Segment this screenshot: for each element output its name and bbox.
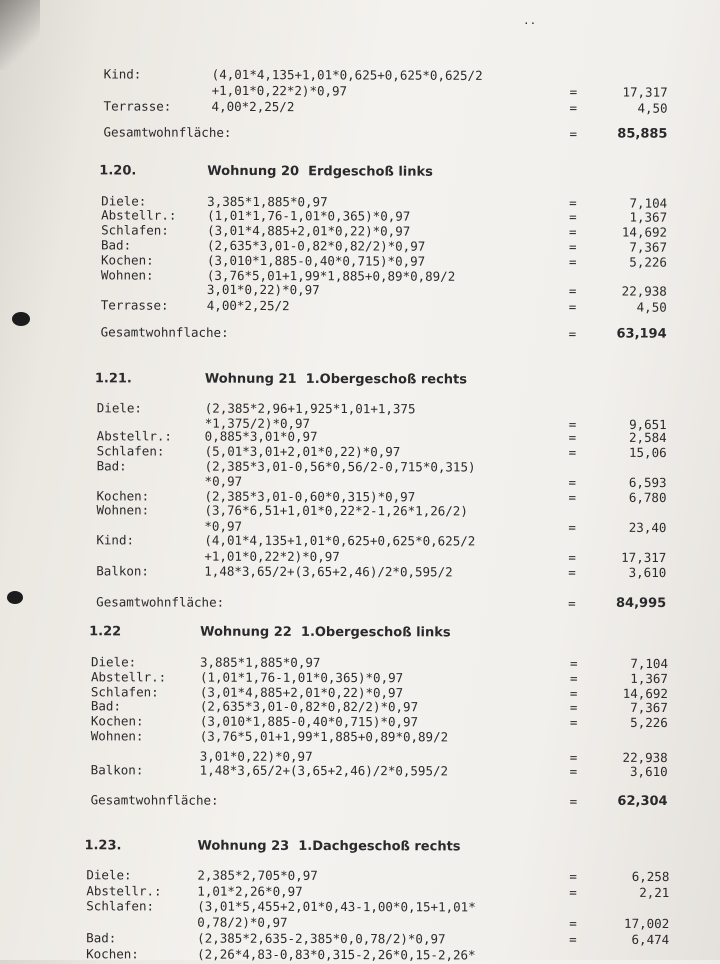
area-formula: +1,01*0,22*2)*0,97 — [204, 549, 340, 565]
total-label: Gesamtwohnflache: — [101, 324, 229, 341]
area-value: 4,50 — [557, 299, 667, 315]
top-mark: .. — [523, 14, 536, 27]
equals-sign: = — [570, 671, 578, 687]
equals-sign: = — [569, 932, 577, 948]
room-label: Bad: — [97, 458, 127, 474]
area-value: 5,226 — [557, 254, 667, 270]
equals-sign: = — [569, 195, 577, 211]
area-value: 1,367 — [557, 209, 667, 225]
equals-sign: = — [569, 239, 577, 255]
area-formula: (4,01*4,135+1,01*0,625+0,625*0,625/2 — [204, 533, 475, 550]
section-number: 1.20. — [99, 163, 136, 179]
area-value: 7,104 — [557, 195, 667, 211]
equals-sign: = — [569, 283, 577, 299]
room-label: Kochen: — [96, 488, 149, 504]
area-value: 14,692 — [558, 686, 668, 702]
equals-sign: = — [569, 209, 577, 225]
area-value: 15,06 — [557, 445, 667, 461]
room-label: Schlafen: — [97, 443, 165, 459]
area-formula: 4,00*2,25/2 — [207, 298, 290, 314]
area-value: 3,610 — [556, 565, 666, 581]
room-label: Schlafen: — [91, 684, 159, 700]
room-label: Kochen: — [86, 946, 139, 962]
area-value: 14,692 — [557, 224, 667, 240]
equals-sign: = — [569, 916, 577, 932]
room-label: Kochen: — [101, 252, 154, 268]
area-formula: (3,01*4,885+2,01*0,22)*0,97 — [207, 223, 410, 240]
area-value: 7,367 — [558, 700, 668, 716]
room-label: Bad: — [101, 237, 131, 253]
area-formula: (5,01*3,01+2,01*0,22)*0,97 — [205, 444, 401, 461]
area-formula: (2,635*3,01-0,82*0,82/2)*0,97 — [200, 699, 418, 716]
room-label: Bad: — [91, 698, 121, 714]
equals-sign: = — [569, 299, 577, 315]
area-formula: (3,76*5,01+1,99*1,885+0,89*0,89/2 — [207, 268, 455, 285]
equals-sign: = — [570, 700, 578, 716]
equals-sign: = — [568, 520, 576, 536]
total-label: Gesamtwohnfläche: — [103, 124, 231, 141]
equals-sign: = — [569, 326, 577, 342]
section-title: Wohnung 21 1.Obergeschoß rechts — [205, 372, 467, 389]
equals-sign: = — [570, 764, 578, 780]
section-number: 1.23. — [84, 838, 121, 854]
area-formula: 3,01*0,22)*0,97 — [207, 282, 320, 298]
room-label: Schlafen: — [86, 898, 154, 914]
room-label: Diele: — [101, 193, 146, 209]
room-label: Schlafen: — [101, 222, 169, 238]
room-label: Balkon: — [96, 563, 149, 579]
equals-sign: = — [569, 885, 577, 901]
equals-sign: = — [569, 430, 577, 446]
area-value: 6,258 — [559, 869, 669, 885]
area-formula: (3,010*1,885-0,40*0,715)*0,97 — [200, 714, 418, 731]
area-formula: 3,385*1,885*0,97 — [207, 194, 327, 210]
area-formula: (3,01*5,455+2,01*0,43-1,00*0,15+1,01* — [197, 899, 475, 916]
area-value: 6,474 — [559, 932, 669, 948]
equals-sign: = — [570, 686, 578, 702]
room-label: Diele: — [86, 867, 131, 883]
area-value: 3,610 — [558, 764, 668, 780]
equals-sign: = — [570, 794, 578, 810]
section-heading — [0, 838, 717, 856]
equals-sign: = — [569, 224, 577, 240]
equals-sign: = — [568, 596, 576, 612]
area-formula: *0,97 — [205, 474, 243, 490]
area-formula: 4,00*2,25/2 — [212, 99, 295, 115]
area-value: 4,50 — [558, 100, 668, 116]
total-label: Gesamtwohnfläche: — [91, 792, 219, 808]
room-label: Terrasse: — [101, 297, 169, 313]
area-value: 22,938 — [557, 283, 667, 299]
total-value: 84,995 — [556, 596, 666, 612]
equals-sign: = — [568, 550, 576, 566]
area-formula: +1,01*0,22*2)*0,97 — [212, 83, 348, 100]
total-value: 85,885 — [557, 126, 667, 142]
calc-row — [0, 946, 717, 964]
room-label: Kind: — [96, 532, 134, 548]
area-formula: (3,76*6,51+1,01*0,22*2-1,26*1,26/2) — [204, 503, 467, 520]
room-label: Wohnen: — [91, 728, 144, 744]
room-label: Abstellr.: — [101, 207, 176, 223]
equals-sign: = — [570, 100, 578, 116]
equals-sign: = — [570, 84, 578, 100]
area-formula: (2,385*2,96+1,925*1,01+1,375 — [205, 401, 416, 418]
area-formula: 0,885*3,01*0,97 — [205, 429, 318, 445]
equals-sign: = — [569, 445, 577, 461]
area-formula: 3,885*1,885*0,97 — [200, 655, 320, 671]
room-label: Bad: — [86, 930, 116, 946]
equals-sign: = — [569, 475, 577, 491]
equals-sign: = — [569, 869, 577, 885]
area-formula: *1,375/2)*0,97 — [205, 416, 310, 432]
total-label: Gesamtwohnfläche: — [96, 594, 224, 610]
area-value: 6,593 — [557, 475, 667, 491]
area-value: 17,317 — [556, 550, 666, 566]
area-formula: (2,635*3,01-0,82*0,82/2)*0,97 — [207, 238, 425, 255]
area-value: 6,780 — [556, 490, 666, 506]
room-label: Abstellr.: — [97, 428, 172, 444]
section-title: Wohnung 23 1.Dachgeschoß rechts — [197, 839, 460, 856]
area-formula: *0,97 — [204, 519, 242, 535]
equals-sign: = — [569, 126, 577, 142]
area-value: 9,651 — [557, 417, 667, 433]
area-formula: (1,01*1,76-1,01*0,365)*0,97 — [200, 670, 403, 687]
room-label: Abstellr.: — [91, 669, 166, 685]
area-formula: (3,010*1,885-0,40*0,715)*0,97 — [207, 253, 425, 270]
room-label: Wohnen: — [96, 502, 149, 518]
room-label: Abstellr.: — [86, 883, 161, 899]
equals-sign: = — [568, 490, 576, 506]
room-label: Kind: — [104, 66, 142, 82]
section-title: Wohnung 20 Erdgeschoß links — [207, 164, 433, 181]
room-label: Diele: — [91, 654, 136, 670]
area-value: 1,367 — [558, 671, 668, 687]
room-label: Wohnen: — [101, 267, 154, 283]
area-value: 7,367 — [557, 239, 667, 255]
equals-sign: = — [569, 417, 577, 433]
area-value: 7,104 — [558, 656, 668, 672]
area-value: 2,584 — [557, 430, 667, 446]
area-value: 17,317 — [558, 84, 668, 100]
equals-sign: = — [570, 750, 578, 766]
total-value: 63,194 — [557, 326, 667, 342]
area-formula: (2,385*3,01-0,56*0,56/2-0,715*0,315) — [205, 459, 476, 476]
section-title: Wohnung 22 1.Obergeschoß links — [200, 625, 451, 642]
section-number: 1.22 — [89, 624, 121, 640]
area-formula: 3,01*0,22)*0,97 — [200, 749, 313, 765]
area-formula: (4,01*4,135+1,01*0,625+0,625*0,625/2 — [212, 67, 483, 84]
equals-sign: = — [570, 715, 578, 731]
area-formula: (1,01*1,76-1,01*0,365)*0,97 — [207, 208, 410, 225]
area-formula: (2,385*3,01-0,60*0,315)*0,97 — [204, 489, 415, 506]
area-formula: 1,48*3,65/2+(3,65+2,46)/2*0,595/2 — [200, 763, 448, 780]
equals-sign: = — [569, 254, 577, 270]
room-label: Kochen: — [91, 713, 144, 729]
area-formula: 1,48*3,65/2+(3,65+2,46)/2*0,595/2 — [204, 564, 452, 581]
area-formula: (2,26*4,83-0,83*0,315-2,26*0,15-2,26* — [197, 947, 475, 964]
area-formula: 2,385*2,705*0,97 — [197, 868, 317, 884]
equals-sign: = — [568, 565, 576, 581]
area-value: 5,226 — [558, 715, 668, 731]
area-formula: 1,01*2,26*0,97 — [197, 884, 302, 900]
area-value: 2,21 — [559, 885, 669, 901]
area-value: 17,002 — [559, 916, 669, 932]
area-value: 23,40 — [556, 520, 666, 536]
area-formula: 0,78/2)*0,97 — [197, 915, 287, 931]
area-formula: (2,385*2,635-2,385*0,0,78/2)*0,97 — [197, 931, 445, 948]
area-formula: (3,76*5,01+1,99*1,885+0,89*0,89/2 — [200, 729, 448, 746]
equals-sign: = — [570, 656, 578, 672]
room-label: Balkon: — [91, 762, 144, 778]
area-formula: (3,01*4,885+2,01*0,22)*0,97 — [200, 685, 403, 702]
section-number: 1.21. — [95, 371, 132, 387]
total-value: 62,304 — [558, 794, 668, 810]
area-value: 22,938 — [558, 750, 668, 766]
room-label: Terrasse: — [104, 98, 172, 114]
room-label: Diele: — [97, 400, 142, 416]
